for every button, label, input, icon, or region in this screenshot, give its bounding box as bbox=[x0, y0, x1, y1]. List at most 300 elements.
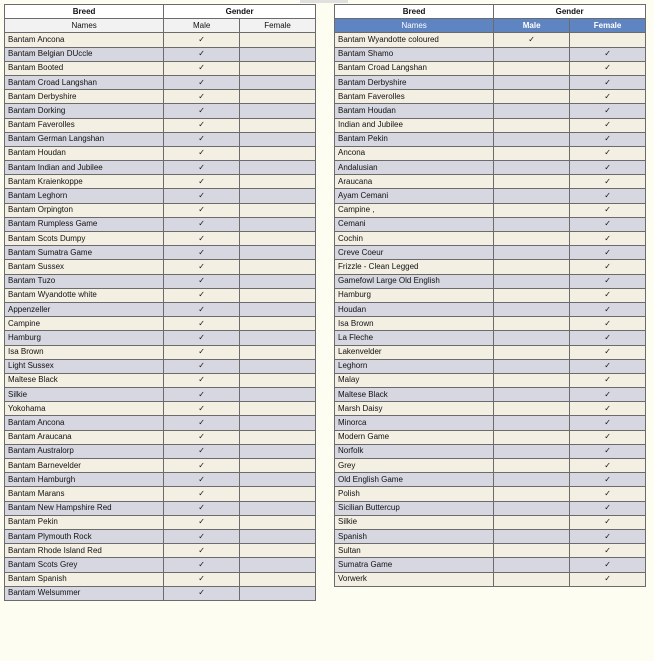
female-check-cell: ✓ bbox=[570, 317, 646, 331]
breed-name-cell: Bantam Pekin bbox=[5, 515, 164, 529]
male-check-cell: ✓ bbox=[164, 61, 240, 75]
breed-name-cell: Sicilian Buttercup bbox=[335, 501, 494, 515]
table-row bbox=[5, 345, 316, 359]
female-check-cell: ✓ bbox=[570, 232, 646, 246]
breed-name-cell: Bantam Tuzo bbox=[5, 274, 164, 288]
female-check-cell bbox=[240, 104, 316, 118]
female-check-cell bbox=[240, 33, 316, 47]
female-check-cell bbox=[240, 529, 316, 543]
female-check-cell: ✓ bbox=[570, 544, 646, 558]
breed-name-cell: Bantam Booted bbox=[5, 61, 164, 75]
male-check-cell: ✓ bbox=[164, 246, 240, 260]
female-check-cell bbox=[240, 558, 316, 572]
breed-name-cell: Bantam Hamburgh bbox=[5, 473, 164, 487]
table-row bbox=[335, 515, 646, 529]
breed-name-cell: Hamburg bbox=[335, 288, 494, 302]
male-check-cell: ✓ bbox=[164, 189, 240, 203]
table-header-row bbox=[5, 5, 316, 19]
female-check-cell: ✓ bbox=[570, 331, 646, 345]
breed-name-cell: Malay bbox=[335, 373, 494, 387]
table-row bbox=[5, 515, 316, 529]
breed-name-cell: Bantam German Langshan bbox=[5, 132, 164, 146]
table-row bbox=[5, 586, 316, 600]
table-row bbox=[335, 388, 646, 402]
male-header: Male bbox=[164, 19, 240, 33]
breed-name-cell: Bantam Kraienkoppe bbox=[5, 175, 164, 189]
table-row bbox=[5, 260, 316, 274]
breed-name-cell: La Fleche bbox=[335, 331, 494, 345]
table-row bbox=[5, 47, 316, 61]
breed-name-cell: Bantam Australorp bbox=[5, 444, 164, 458]
male-check-cell bbox=[494, 473, 570, 487]
male-check-cell bbox=[494, 402, 570, 416]
breed-name-cell: Bantam Orpington bbox=[5, 203, 164, 217]
breed-name-cell: Bantam Sumatra Game bbox=[5, 246, 164, 260]
male-check-cell bbox=[494, 75, 570, 89]
breed-name-cell: Light Sussex bbox=[5, 359, 164, 373]
female-check-cell bbox=[240, 444, 316, 458]
table-row bbox=[5, 501, 316, 515]
female-check-cell: ✓ bbox=[570, 487, 646, 501]
table-row bbox=[5, 416, 316, 430]
male-check-cell bbox=[494, 515, 570, 529]
female-check-cell bbox=[240, 288, 316, 302]
table-row bbox=[335, 544, 646, 558]
breed-name-cell: Appenzeller bbox=[5, 302, 164, 316]
female-check-cell: ✓ bbox=[570, 345, 646, 359]
breed-name-cell: Bantam Indian and Jubilee bbox=[5, 161, 164, 175]
male-check-cell bbox=[494, 459, 570, 473]
male-check-cell bbox=[494, 501, 570, 515]
male-check-cell: ✓ bbox=[494, 33, 570, 47]
female-check-cell bbox=[240, 544, 316, 558]
table-row bbox=[5, 444, 316, 458]
breed-name-cell: Sultan bbox=[335, 544, 494, 558]
breed-name-cell: Isa Brown bbox=[335, 317, 494, 331]
male-check-cell: ✓ bbox=[164, 90, 240, 104]
female-check-cell: ✓ bbox=[570, 146, 646, 160]
male-check-cell: ✓ bbox=[164, 33, 240, 47]
table-row bbox=[335, 61, 646, 75]
table-row bbox=[5, 359, 316, 373]
breed-name-cell: Andalusian bbox=[335, 161, 494, 175]
table-row bbox=[5, 246, 316, 260]
table-row bbox=[335, 572, 646, 586]
female-check-cell bbox=[240, 501, 316, 515]
table-row bbox=[5, 473, 316, 487]
table-row bbox=[5, 217, 316, 231]
table-row bbox=[335, 90, 646, 104]
female-check-cell: ✓ bbox=[570, 47, 646, 61]
female-check-cell: ✓ bbox=[570, 161, 646, 175]
male-check-cell: ✓ bbox=[164, 47, 240, 61]
female-check-cell bbox=[240, 388, 316, 402]
female-check-cell bbox=[240, 274, 316, 288]
male-check-cell bbox=[494, 175, 570, 189]
female-check-cell bbox=[240, 217, 316, 231]
male-check-cell: ✓ bbox=[164, 586, 240, 600]
table-row bbox=[5, 90, 316, 104]
breed-name-cell: Spanish bbox=[335, 529, 494, 543]
breed-name-cell: Marsh Daisy bbox=[335, 402, 494, 416]
female-check-cell: ✓ bbox=[570, 132, 646, 146]
breed-name-cell: Cemani bbox=[335, 217, 494, 231]
female-check-cell: ✓ bbox=[570, 246, 646, 260]
breed-name-cell: Bantam Croad Langshan bbox=[5, 75, 164, 89]
table-row bbox=[335, 430, 646, 444]
female-check-cell: ✓ bbox=[570, 373, 646, 387]
table-row bbox=[5, 146, 316, 160]
table-row bbox=[335, 189, 646, 203]
male-check-cell: ✓ bbox=[164, 544, 240, 558]
breed-name-cell: Bantam Faverolles bbox=[5, 118, 164, 132]
breed-name-cell: Bantam Houdan bbox=[5, 146, 164, 160]
male-check-cell bbox=[494, 260, 570, 274]
male-check-cell bbox=[494, 331, 570, 345]
breed-name-cell: Norfolk bbox=[335, 444, 494, 458]
male-check-cell: ✓ bbox=[164, 203, 240, 217]
table-row bbox=[335, 175, 646, 189]
breed-name-cell: Gamefowl Large Old English bbox=[335, 274, 494, 288]
male-check-cell bbox=[494, 90, 570, 104]
table-row bbox=[335, 146, 646, 160]
breed-name-cell: Bantam New Hampshire Red bbox=[5, 501, 164, 515]
male-check-cell: ✓ bbox=[164, 473, 240, 487]
table-row bbox=[335, 529, 646, 543]
table-row bbox=[335, 104, 646, 118]
male-check-cell: ✓ bbox=[164, 75, 240, 89]
breed-name-cell: Silkie bbox=[5, 388, 164, 402]
table-row bbox=[5, 175, 316, 189]
table-row bbox=[5, 288, 316, 302]
male-check-cell bbox=[494, 104, 570, 118]
breed-header: Breed bbox=[335, 5, 494, 19]
female-check-cell bbox=[240, 47, 316, 61]
gender-header: Gender bbox=[494, 5, 646, 19]
breed-name-cell: Bantam Leghorn bbox=[5, 189, 164, 203]
female-header: Female bbox=[240, 19, 316, 33]
table-subheader-row bbox=[5, 19, 316, 33]
female-check-cell bbox=[240, 359, 316, 373]
male-check-cell: ✓ bbox=[164, 487, 240, 501]
table-row bbox=[5, 558, 316, 572]
female-check-cell: ✓ bbox=[570, 104, 646, 118]
table-row bbox=[5, 529, 316, 543]
female-check-cell: ✓ bbox=[570, 302, 646, 316]
female-check-cell: ✓ bbox=[570, 515, 646, 529]
table-row bbox=[335, 473, 646, 487]
table-row bbox=[335, 317, 646, 331]
breed-name-cell: Silkie bbox=[335, 515, 494, 529]
breed-name-cell: Maltese Black bbox=[335, 388, 494, 402]
male-check-cell bbox=[494, 288, 570, 302]
female-check-cell bbox=[240, 487, 316, 501]
table-row bbox=[335, 232, 646, 246]
female-check-cell: ✓ bbox=[570, 416, 646, 430]
male-check-cell: ✓ bbox=[164, 558, 240, 572]
male-check-cell: ✓ bbox=[164, 104, 240, 118]
female-check-cell: ✓ bbox=[570, 274, 646, 288]
female-check-cell bbox=[240, 416, 316, 430]
female-check-cell bbox=[240, 161, 316, 175]
table-row bbox=[335, 246, 646, 260]
breed-name-cell: Bantam Derbyshire bbox=[5, 90, 164, 104]
male-check-cell bbox=[494, 558, 570, 572]
table-row bbox=[5, 317, 316, 331]
female-check-cell bbox=[240, 402, 316, 416]
breed-name-cell: Hamburg bbox=[5, 331, 164, 345]
breed-name-cell: Bantam Wyandotte white bbox=[5, 288, 164, 302]
breed-name-cell: Polish bbox=[335, 487, 494, 501]
window-edge bbox=[300, 0, 348, 3]
male-check-cell bbox=[494, 302, 570, 316]
male-check-cell bbox=[494, 61, 570, 75]
table-row bbox=[335, 217, 646, 231]
male-check-cell: ✓ bbox=[164, 118, 240, 132]
male-check-cell bbox=[494, 544, 570, 558]
male-check-cell: ✓ bbox=[164, 345, 240, 359]
breed-name-cell: Vorwerk bbox=[335, 572, 494, 586]
breed-name-cell: Indian and Jubilee bbox=[335, 118, 494, 132]
table-row bbox=[335, 47, 646, 61]
breed-name-cell: Ancona bbox=[335, 146, 494, 160]
breed-name-cell: Leghorn bbox=[335, 359, 494, 373]
table-header-row bbox=[335, 5, 646, 19]
table-subheader-row bbox=[335, 19, 646, 33]
female-check-cell: ✓ bbox=[570, 75, 646, 89]
male-check-cell: ✓ bbox=[164, 459, 240, 473]
breed-name-cell: Bantam Araucana bbox=[5, 430, 164, 444]
breed-name-cell: Yokohama bbox=[5, 402, 164, 416]
table-row bbox=[5, 189, 316, 203]
female-check-cell bbox=[240, 132, 316, 146]
table-row bbox=[5, 61, 316, 75]
female-check-cell: ✓ bbox=[570, 260, 646, 274]
table-row bbox=[335, 118, 646, 132]
female-check-cell: ✓ bbox=[570, 118, 646, 132]
breed-name-cell: Bantam Dorking bbox=[5, 104, 164, 118]
male-check-cell bbox=[494, 132, 570, 146]
male-check-cell bbox=[494, 274, 570, 288]
table-row bbox=[335, 558, 646, 572]
female-check-cell bbox=[240, 373, 316, 387]
table-row bbox=[335, 302, 646, 316]
male-check-cell: ✓ bbox=[164, 175, 240, 189]
female-check-cell: ✓ bbox=[570, 203, 646, 217]
breed-name-cell: Araucana bbox=[335, 175, 494, 189]
male-check-cell bbox=[494, 146, 570, 160]
table-row bbox=[335, 444, 646, 458]
breed-name-cell: Grey bbox=[335, 459, 494, 473]
female-check-cell bbox=[240, 345, 316, 359]
female-check-cell: ✓ bbox=[570, 444, 646, 458]
table-row bbox=[335, 373, 646, 387]
breed-header: Breed bbox=[5, 5, 164, 19]
table-row bbox=[335, 132, 646, 146]
table-row bbox=[335, 33, 646, 47]
male-check-cell bbox=[494, 189, 570, 203]
female-check-cell bbox=[240, 175, 316, 189]
male-check-cell: ✓ bbox=[164, 161, 240, 175]
male-check-cell bbox=[494, 118, 570, 132]
table-row bbox=[5, 75, 316, 89]
female-check-cell bbox=[240, 317, 316, 331]
breed-name-cell: Campine bbox=[5, 317, 164, 331]
female-check-cell: ✓ bbox=[570, 388, 646, 402]
male-check-cell: ✓ bbox=[164, 430, 240, 444]
breed-name-cell: Bantam Barnevelder bbox=[5, 459, 164, 473]
male-check-cell bbox=[494, 444, 570, 458]
female-check-cell bbox=[240, 515, 316, 529]
table-row bbox=[5, 232, 316, 246]
male-check-cell bbox=[494, 430, 570, 444]
breed-name-cell: Minorca bbox=[335, 416, 494, 430]
female-check-cell bbox=[240, 189, 316, 203]
breed-name-cell: Bantam Sussex bbox=[5, 260, 164, 274]
table-row bbox=[5, 388, 316, 402]
female-check-cell: ✓ bbox=[570, 572, 646, 586]
breed-name-cell: Bantam Spanish bbox=[5, 572, 164, 586]
female-check-cell: ✓ bbox=[570, 473, 646, 487]
male-check-cell bbox=[494, 388, 570, 402]
table-row bbox=[335, 359, 646, 373]
male-check-cell: ✓ bbox=[164, 388, 240, 402]
breed-name-cell: Modern Game bbox=[335, 430, 494, 444]
breed-name-cell: Bantam Pekin bbox=[335, 132, 494, 146]
male-check-cell bbox=[494, 416, 570, 430]
male-check-cell: ✓ bbox=[164, 260, 240, 274]
male-header: Male bbox=[494, 19, 570, 33]
female-check-cell bbox=[240, 118, 316, 132]
table-row bbox=[5, 544, 316, 558]
male-check-cell: ✓ bbox=[164, 217, 240, 231]
breed-name-cell: Ayam Cemani bbox=[335, 189, 494, 203]
breed-name-cell: Bantam Croad Langshan bbox=[335, 61, 494, 75]
table-row bbox=[335, 416, 646, 430]
female-check-cell: ✓ bbox=[570, 217, 646, 231]
male-check-cell: ✓ bbox=[164, 317, 240, 331]
table-row bbox=[5, 402, 316, 416]
table-row bbox=[5, 572, 316, 586]
breed-name-cell: Campine , bbox=[335, 203, 494, 217]
breed-name-cell: Cochin bbox=[335, 232, 494, 246]
table-row bbox=[335, 402, 646, 416]
male-check-cell: ✓ bbox=[164, 232, 240, 246]
female-check-cell bbox=[240, 473, 316, 487]
male-check-cell bbox=[494, 232, 570, 246]
table-row bbox=[5, 331, 316, 345]
breed-name-cell: Bantam Faverolles bbox=[335, 90, 494, 104]
male-check-cell: ✓ bbox=[164, 288, 240, 302]
female-check-cell bbox=[570, 33, 646, 47]
table-row bbox=[335, 161, 646, 175]
male-check-cell: ✓ bbox=[164, 146, 240, 160]
breed-name-cell: Lakenvelder bbox=[335, 345, 494, 359]
table-row bbox=[5, 203, 316, 217]
female-header: Female bbox=[570, 19, 646, 33]
names-header: Names bbox=[335, 19, 494, 33]
male-check-cell: ✓ bbox=[164, 373, 240, 387]
table-row bbox=[335, 260, 646, 274]
breed-name-cell: Bantam Marans bbox=[5, 487, 164, 501]
table-row bbox=[335, 345, 646, 359]
female-check-cell bbox=[240, 246, 316, 260]
female-check-cell: ✓ bbox=[570, 61, 646, 75]
table-row bbox=[5, 132, 316, 146]
female-check-cell bbox=[240, 232, 316, 246]
table-row bbox=[335, 459, 646, 473]
breed-name-cell: Bantam Houdan bbox=[335, 104, 494, 118]
breed-name-cell: Creve Coeur bbox=[335, 246, 494, 260]
female-check-cell: ✓ bbox=[570, 459, 646, 473]
breed-name-cell: Bantam Derbyshire bbox=[335, 75, 494, 89]
right-breed-table bbox=[334, 4, 646, 587]
male-check-cell: ✓ bbox=[164, 132, 240, 146]
table-row bbox=[5, 430, 316, 444]
table-row bbox=[5, 459, 316, 473]
table-row bbox=[335, 501, 646, 515]
male-check-cell bbox=[494, 161, 570, 175]
table-row bbox=[335, 75, 646, 89]
breed-name-cell: Maltese Black bbox=[5, 373, 164, 387]
left-breed-table bbox=[4, 4, 316, 601]
breed-name-cell: Bantam Shamo bbox=[335, 47, 494, 61]
male-check-cell: ✓ bbox=[164, 331, 240, 345]
female-check-cell: ✓ bbox=[570, 430, 646, 444]
male-check-cell: ✓ bbox=[164, 515, 240, 529]
male-check-cell bbox=[494, 529, 570, 543]
female-check-cell bbox=[240, 75, 316, 89]
breed-name-cell: Bantam Belgian DUccle bbox=[5, 47, 164, 61]
table-row bbox=[5, 487, 316, 501]
table-row bbox=[5, 161, 316, 175]
female-check-cell: ✓ bbox=[570, 501, 646, 515]
female-check-cell bbox=[240, 572, 316, 586]
female-check-cell: ✓ bbox=[570, 288, 646, 302]
male-check-cell bbox=[494, 246, 570, 260]
breed-name-cell: Old English Game bbox=[335, 473, 494, 487]
female-check-cell: ✓ bbox=[570, 359, 646, 373]
table-row bbox=[5, 373, 316, 387]
female-check-cell: ✓ bbox=[570, 558, 646, 572]
table-row bbox=[335, 487, 646, 501]
table-row bbox=[335, 274, 646, 288]
breed-name-cell: Isa Brown bbox=[5, 345, 164, 359]
female-check-cell bbox=[240, 90, 316, 104]
breed-name-cell: Bantam Welsummer bbox=[5, 586, 164, 600]
male-check-cell bbox=[494, 572, 570, 586]
female-check-cell bbox=[240, 302, 316, 316]
female-check-cell bbox=[240, 260, 316, 274]
table-row bbox=[335, 288, 646, 302]
table-row bbox=[5, 33, 316, 47]
male-check-cell bbox=[494, 47, 570, 61]
breed-name-cell: Bantam Ancona bbox=[5, 33, 164, 47]
male-check-cell bbox=[494, 373, 570, 387]
gender-header: Gender bbox=[164, 5, 316, 19]
male-check-cell: ✓ bbox=[164, 529, 240, 543]
breed-name-cell: Bantam Scots Dumpy bbox=[5, 232, 164, 246]
table-row bbox=[5, 274, 316, 288]
male-check-cell: ✓ bbox=[164, 416, 240, 430]
female-check-cell bbox=[240, 61, 316, 75]
male-check-cell bbox=[494, 217, 570, 231]
breed-name-cell: Bantam Plymouth Rock bbox=[5, 529, 164, 543]
table-row bbox=[5, 302, 316, 316]
female-check-cell bbox=[240, 146, 316, 160]
names-header: Names bbox=[5, 19, 164, 33]
male-check-cell: ✓ bbox=[164, 274, 240, 288]
